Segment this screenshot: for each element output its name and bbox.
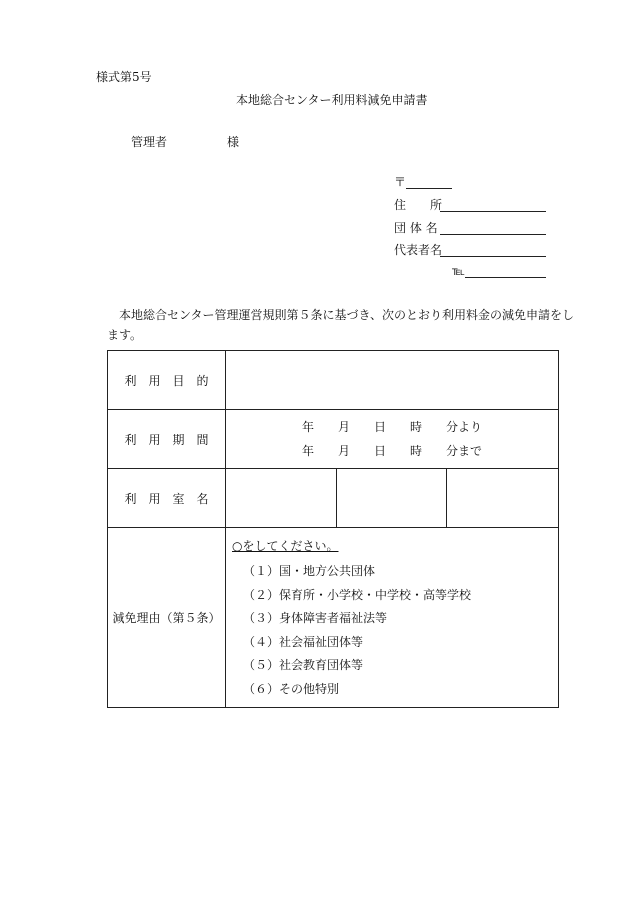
representative-label: 代表者名 [394,243,443,257]
address-label: 住 所 [394,198,443,212]
period-label: 利 用 期 間 [108,410,226,469]
group-name-field[interactable] [440,234,546,235]
room-field-1[interactable] [226,469,337,528]
room-field-2[interactable] [337,469,447,528]
form-number: 様式第5号 [96,70,152,84]
document-title: 本地総合センター利用料減免申請書 [236,93,428,107]
reason-item[interactable]: （２）保育所・小学校・中学校・高等学校 [243,587,472,602]
tel-label: ℡ [452,264,465,278]
tel-field[interactable] [465,277,546,278]
body-text-line-2: ます。 [107,328,143,342]
address-field[interactable] [440,211,546,212]
room-label: 利 用 室 名 [108,469,226,528]
addressee-honorific: 様 [227,135,240,149]
reason-instruction: ○をしてください。 [232,539,339,553]
body-text-line-1: 本地総合センター管理運営規則第５条に基づき、次のとおり利用料金の減免申請をし [119,308,575,322]
room-field-3[interactable] [447,469,559,528]
reason-item[interactable]: （１）国・地方公共団体 [243,564,376,578]
purpose-field[interactable] [226,351,559,410]
addressee-name: 管理者 [131,135,168,149]
postal-code-field[interactable] [406,188,452,189]
period-end: 年 月 日 時 分まで [302,444,483,458]
period-field[interactable] [226,410,559,469]
postal-mark: 〒 [394,175,407,189]
reason-item[interactable]: （３）身体障害者福祉法等 [243,611,388,625]
reason-item[interactable]: （４）社会福祉団体等 [243,634,364,649]
application-table [107,350,559,708]
purpose-label: 利 用 目 的 [108,351,226,410]
reason-field[interactable] [226,528,559,708]
reason-item[interactable]: （６）その他特別 [243,681,340,696]
reason-item[interactable]: （５）社会教育団体等 [243,658,364,672]
representative-field[interactable] [440,256,546,257]
group-name-label: 団 体 名 [394,221,438,235]
reason-label: 減免理由（第５条） [108,528,226,708]
period-start: 年 月 日 時 分より [302,420,483,434]
